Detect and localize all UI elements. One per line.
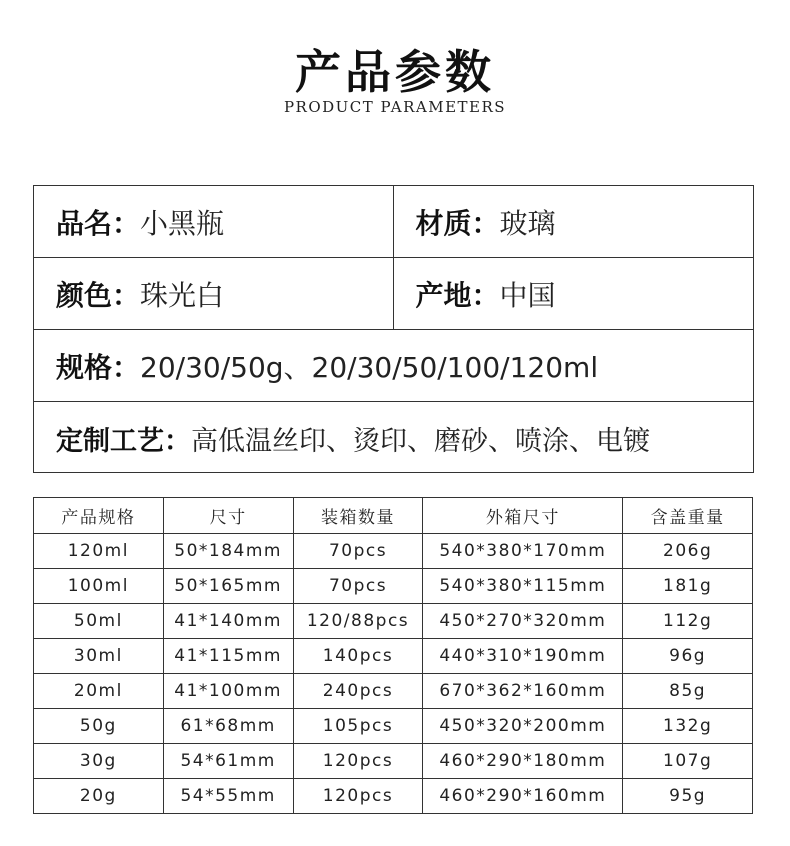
table-cell: 460*290*180mm [423, 744, 623, 779]
name-label: 品名： [56, 206, 141, 240]
table-cell: 85g [623, 674, 753, 709]
column-header: 尺寸 [163, 498, 293, 534]
table-cell: 20g [34, 779, 164, 814]
table-cell: 440*310*190mm [423, 639, 623, 674]
table-cell: 670*362*160mm [423, 674, 623, 709]
table-cell: 120ml [34, 534, 164, 569]
product-info-box [33, 185, 754, 473]
column-header: 装箱数量 [293, 498, 423, 534]
info-row-craft [34, 402, 753, 474]
column-header: 外箱尺寸 [423, 498, 623, 534]
table-cell: 120pcs [293, 779, 423, 814]
info-row-spec [34, 330, 753, 402]
table-row [34, 779, 753, 814]
table-cell: 112g [623, 604, 753, 639]
table-cell: 30g [34, 744, 164, 779]
column-header: 含盖重量 [623, 498, 753, 534]
table-cell: 95g [623, 779, 753, 814]
table-cell: 54*55mm [163, 779, 293, 814]
table-cell: 96g [623, 639, 753, 674]
table-cell: 41*140mm [163, 604, 293, 639]
table-cell: 105pcs [293, 709, 423, 744]
info-cell-craft [34, 402, 753, 474]
table-row [34, 639, 753, 674]
table-cell: 540*380*115mm [423, 569, 623, 604]
table-cell: 120pcs [293, 744, 423, 779]
table-cell: 54*61mm [163, 744, 293, 779]
table-cell: 120/88pcs [293, 604, 423, 639]
craft-label: 定制工艺： [56, 425, 191, 457]
table-cell: 41*100mm [163, 674, 293, 709]
material-label: 材质： [415, 206, 500, 240]
table-cell: 540*380*170mm [423, 534, 623, 569]
table-cell: 20ml [34, 674, 164, 709]
table-cell: 61*68mm [163, 709, 293, 744]
color-value: 珠光白 [140, 278, 225, 312]
info-row-name-material [34, 186, 753, 258]
table-row [34, 709, 753, 744]
table-cell: 140pcs [293, 639, 423, 674]
color-label: 颜色： [56, 278, 141, 312]
table-cell: 460*290*160mm [423, 779, 623, 814]
info-cell-spec [34, 330, 753, 401]
origin-value: 中国 [499, 278, 556, 312]
table-cell: 450*320*200mm [423, 709, 623, 744]
table-cell: 132g [623, 709, 753, 744]
table-row [34, 534, 753, 569]
page-subtitle: PRODUCT PARAMETERS [283, 98, 507, 116]
table-cell: 450*270*320mm [423, 604, 623, 639]
table-row [34, 674, 753, 709]
info-cell-origin [394, 258, 754, 329]
spec-label: 规格： [56, 350, 141, 384]
table-cell: 70pcs [293, 569, 423, 604]
table-cell: 107g [623, 744, 753, 779]
table-row [34, 744, 753, 779]
table-cell: 50*184mm [163, 534, 293, 569]
table-cell: 240pcs [293, 674, 423, 709]
column-header: 产品规格 [34, 498, 164, 534]
table-cell: 50ml [34, 604, 164, 639]
table-cell: 100ml [34, 569, 164, 604]
info-cell-name [34, 186, 394, 257]
page-title: 产品参数 [295, 45, 495, 99]
table-cell: 41*115mm [163, 639, 293, 674]
origin-label: 产地： [415, 278, 500, 312]
craft-value: 高低温丝印、烫印、磨砂、喷涂、电镀 [191, 425, 650, 457]
table-cell: 70pcs [293, 534, 423, 569]
spec-table [33, 497, 753, 814]
spec-value: 20/30/50g、20/30/50/100/120ml [140, 350, 599, 384]
info-cell-color [34, 258, 394, 329]
table-cell: 206g [623, 534, 753, 569]
info-cell-material [394, 186, 754, 257]
material-value: 玻璃 [499, 206, 556, 240]
table-cell: 50g [34, 709, 164, 744]
table-cell: 181g [623, 569, 753, 604]
info-row-color-origin [34, 258, 753, 330]
table-cell: 30ml [34, 639, 164, 674]
table-row [34, 569, 753, 604]
table-cell: 50*165mm [163, 569, 293, 604]
name-value: 小黑瓶 [140, 206, 225, 240]
table-row [34, 604, 753, 639]
table-header-row [34, 498, 753, 534]
